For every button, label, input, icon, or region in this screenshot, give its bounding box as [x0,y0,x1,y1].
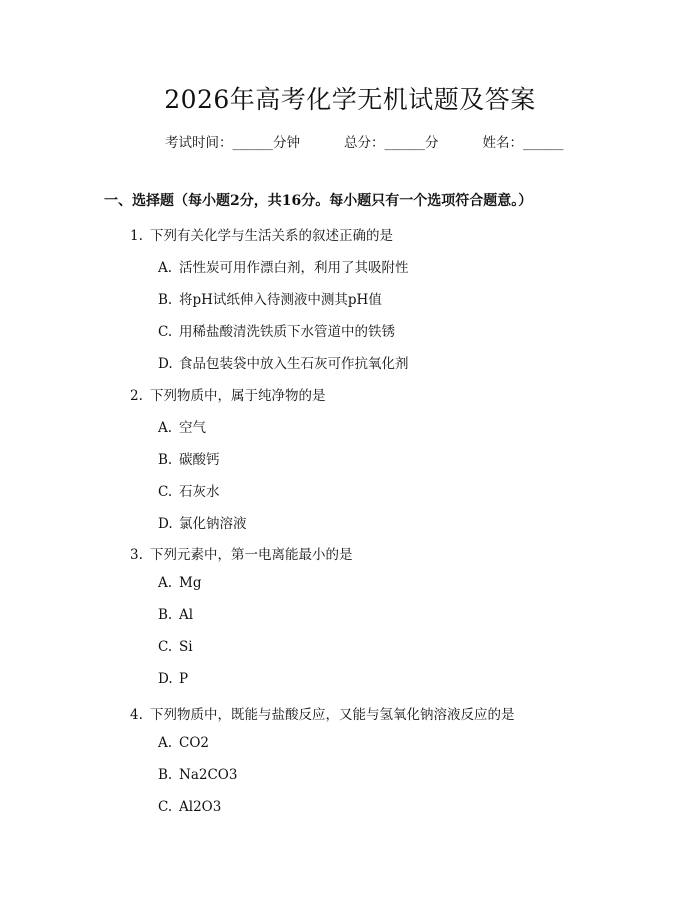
option-text: 石灰水 [179,484,220,500]
option [158,320,395,340]
option [158,288,382,308]
option-letter: C. [158,484,173,500]
option-letter: B. [158,292,173,308]
option [158,480,220,500]
option-text: 活性炭可用作漂白剂，利用了其吸附性 [179,260,409,276]
option [158,671,188,687]
question-4 [130,703,515,723]
question-2 [130,384,326,404]
question-number: 4. [130,707,143,723]
exam-time: 考试时间：______分钟 [165,135,300,151]
option [158,767,237,783]
option-letter: B. [158,767,173,783]
option [158,639,193,655]
student-name: 姓名：______ [482,135,564,151]
option-text: 用稀盐酸清洗铁质下水管道中的铁锈 [179,324,395,340]
option-text: 氯化钠溶液 [179,516,247,532]
question-1 [130,224,393,244]
option [158,512,247,532]
option [158,448,220,468]
option-text: P [179,671,189,687]
section-heading: 一、选择题（每小题2分，共16分。每小题只有一个选项符合题意。） [104,193,533,209]
question-number: 3. [130,547,143,563]
option-letter: D. [158,671,173,687]
option [158,575,201,591]
question-text: 下列物质中，既能与盐酸反应，又能与氢氧化钠溶液反应的是 [150,707,515,723]
option-text: Al [179,607,194,623]
option-text: CO2 [179,735,209,751]
option-letter: A. [158,735,173,751]
option-text: Al2O3 [179,799,222,815]
option [158,735,209,751]
option [158,352,409,372]
question-number: 2. [130,388,143,404]
option [158,416,206,436]
question-text: 下列有关化学与生活关系的叙述正确的是 [150,228,393,244]
option-text: Si [179,639,193,655]
option-text: Mg [179,575,202,591]
option-letter: D. [158,516,173,532]
question-number: 1. [130,228,143,244]
option-letter: B. [158,452,173,468]
option-text: 碳酸钙 [179,452,220,468]
total-score: 总分：______分 [344,135,439,151]
option-letter: B. [158,607,173,623]
option-letter: C. [158,324,173,340]
option-letter: D. [158,356,173,372]
option [158,799,221,815]
page-title: 2026年高考化学无机试题及答案 [164,85,536,114]
option [158,607,193,623]
option-text: 食品包装袋中放入生石灰可作抗氧化剂 [179,356,409,372]
option-text: 将pH试纸伸入待测液中测其pH值 [179,292,382,308]
question-text: 下列元素中，第一电离能最小的是 [150,547,353,563]
option-letter: A. [158,420,173,436]
option-letter: C. [158,799,173,815]
option-letter: C. [158,639,173,655]
option-letter: A. [158,260,173,276]
option-letter: A. [158,575,173,591]
exam-meta [165,131,564,151]
option [158,256,409,276]
question-text: 下列物质中，属于纯净物的是 [150,388,326,404]
option-text: 空气 [179,420,206,436]
question-3 [130,543,353,563]
option-text: Na2CO3 [179,767,238,783]
